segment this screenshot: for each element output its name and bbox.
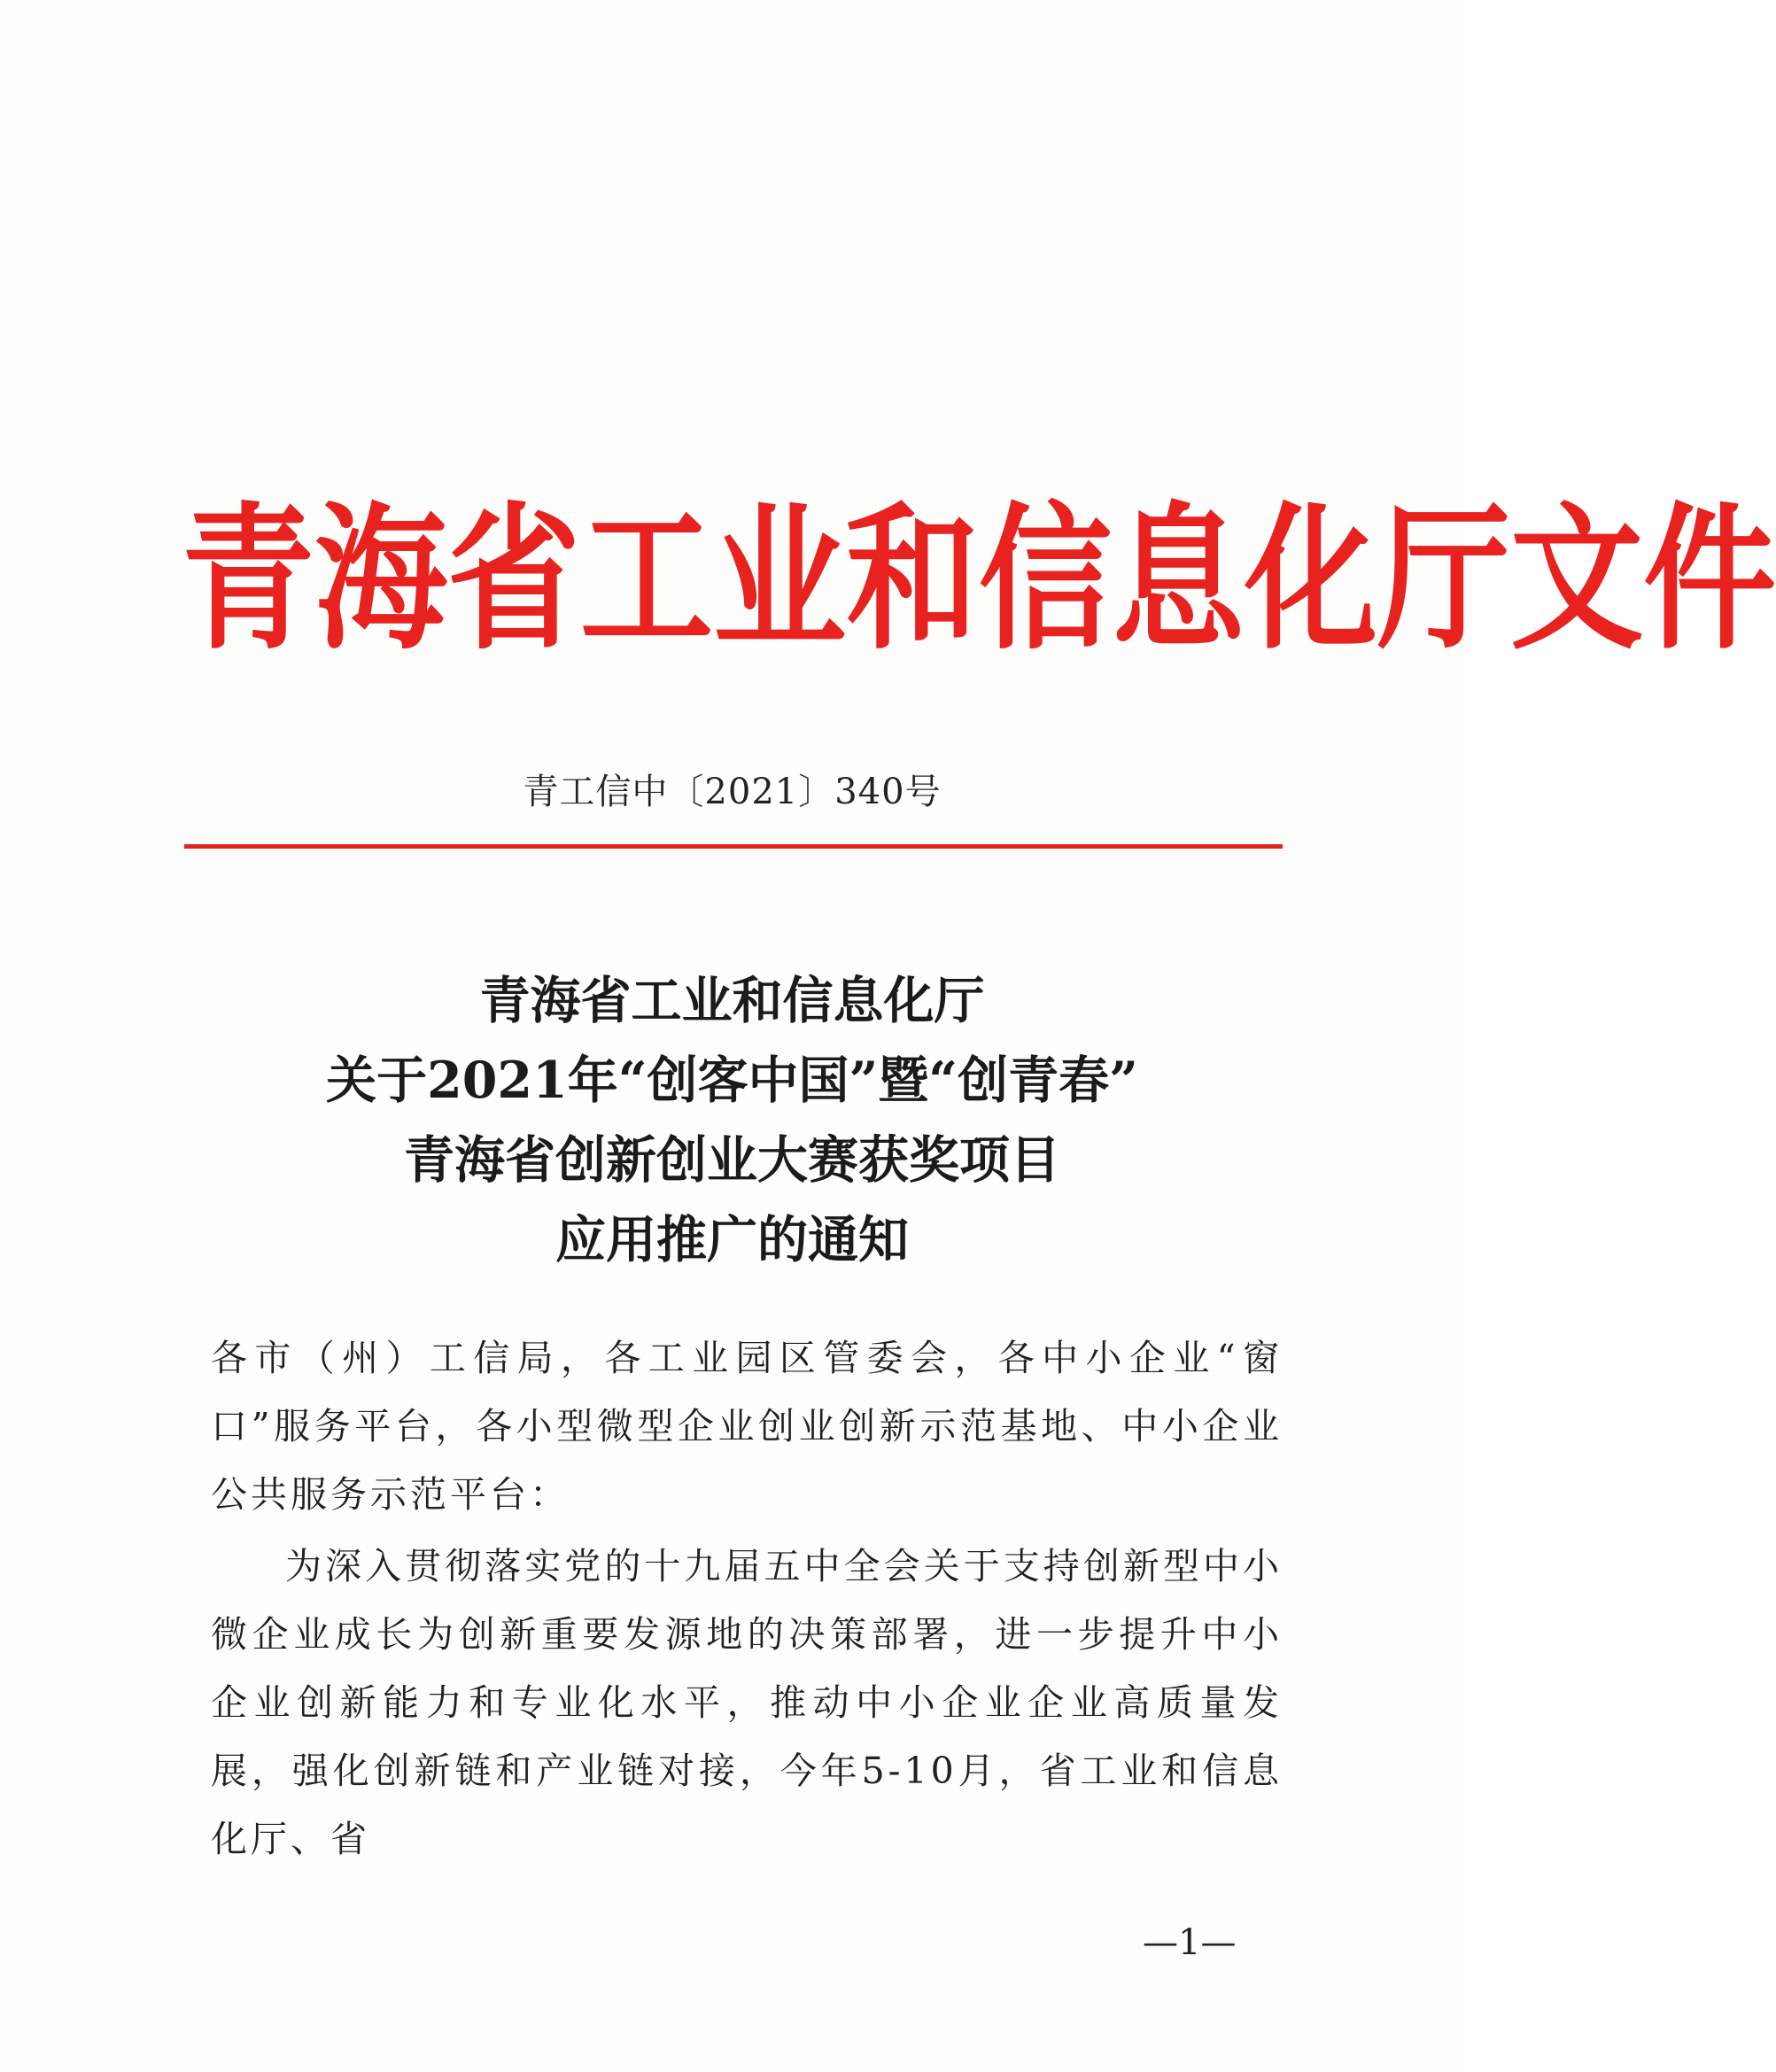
masthead-char: 省 bbox=[447, 489, 581, 671]
masthead-char: 青 bbox=[182, 489, 315, 671]
masthead-char: 文 bbox=[1510, 489, 1644, 671]
addressee-paragraph: 各市（州）工信局，各工业园区管委会，各中小企业“窗口”服务平台，各小型微型企业创业创新示范基地、中小企业公共服务示范平台： bbox=[211, 1337, 1283, 1516]
title-line: 青海省工业和信息化厅 bbox=[479, 971, 985, 1030]
document-masthead bbox=[182, 454, 1776, 705]
masthead-char: 信 bbox=[979, 489, 1113, 671]
masthead-char: 件 bbox=[1643, 489, 1776, 671]
masthead-char: 海 bbox=[314, 489, 448, 671]
title-line: 关于2021年“创客中国”暨“创青春” bbox=[326, 1051, 1138, 1110]
red-divider-line bbox=[184, 844, 1283, 849]
document-number: 青工信中〔2021〕340号 bbox=[523, 772, 942, 812]
masthead-char: 和 bbox=[846, 489, 980, 671]
masthead-char: 厅 bbox=[1377, 489, 1511, 671]
masthead-char: 工 bbox=[580, 489, 714, 671]
document-title bbox=[0, 961, 1464, 1280]
title-line: 应用推广的通知 bbox=[555, 1210, 909, 1269]
document-body bbox=[211, 1324, 1283, 1874]
masthead-char: 业 bbox=[713, 489, 847, 671]
body-paragraph: 为深入贯彻落实党的十九届五中全会关于支持创新型中小微企业成长为创新重要发源地的决策部署，进一步提升中小企业创新能力和专业化水平，推动中小企业企业高质量发展，强化创新链和产业链对接，今年5-10月，省工业和信息化厅、省 bbox=[211, 1545, 1283, 1860]
masthead-char: 化 bbox=[1245, 489, 1378, 671]
page-number: —1— bbox=[1143, 1922, 1237, 1963]
masthead-char: 息 bbox=[1112, 489, 1245, 671]
title-line: 青海省创新创业大赛获奖项目 bbox=[404, 1130, 1060, 1190]
